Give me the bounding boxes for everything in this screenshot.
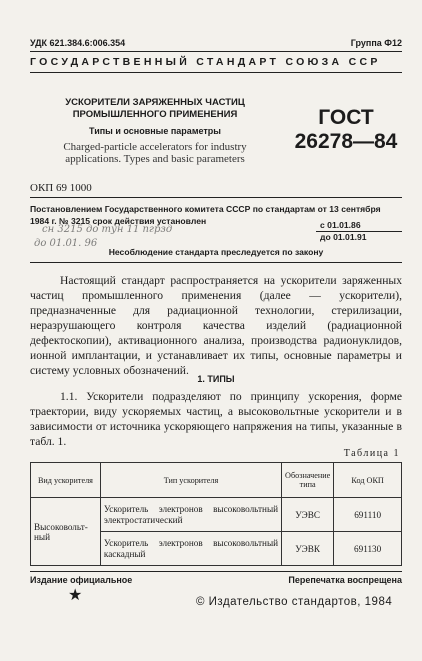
gost-label: ГОСТ: [318, 106, 374, 129]
title-line-1: УСКОРИТЕЛИ ЗАРЯЖЕННЫХ ЧАСТИЦ: [65, 97, 245, 108]
section-text: 1.1. Ускорители подразделяют по принципу ускорения, форме траектории, виду ускоряемых частиц, а высоковольтные ускорители и в зависимости от источника ускоряющего напряжения на типы, указанные в табл. 1.: [30, 390, 402, 448]
group-code: Группа Ф12: [350, 38, 402, 48]
decree-rule: [30, 197, 402, 198]
section-title: 1. ТИПЫ: [197, 374, 235, 384]
table-header-okp: Код ОКП: [334, 463, 402, 498]
table-header-type: Тип ускорителя: [100, 463, 281, 498]
table-row: [31, 498, 402, 532]
footer-rule: [30, 571, 402, 572]
types-table: [30, 462, 402, 566]
reprint-prohibited-label: Перепечатка воспрещена: [288, 575, 402, 585]
handwritten-note-1: сн 3215 до тун 11 пгрзд: [42, 224, 173, 235]
title-subtitle: Типы и основные параметры: [89, 126, 221, 136]
intro-paragraph: [30, 273, 402, 378]
effective-from-date: с 01.01.86: [320, 220, 361, 230]
table-cell-okp: 691130: [334, 532, 402, 566]
standard-banner: ГОСУДАРСТВЕННЫЙ СТАНДАРТ СОЮЗА ССР: [30, 56, 381, 68]
table-cell-designation: УЭВС: [282, 498, 334, 532]
header-rule-top: [30, 51, 402, 52]
table-header-row: [31, 463, 402, 498]
decree-line-1: Постановлением Государственного комитета СССР по стандартам от 13 сентября: [30, 204, 381, 214]
okp-code: ОКП 69 1000: [30, 182, 92, 194]
header-rule-bottom: [30, 72, 402, 73]
publisher-copyright: © Издательство стандартов, 1984: [196, 596, 393, 608]
table-cell-designation: УЭВК: [282, 532, 334, 566]
decree-line-2: 1984 г. № 3215 срок действия установлен: [30, 215, 207, 226]
effective-to-date: до 01.01.91: [320, 232, 367, 242]
table-header-designation: Обозначение типа: [282, 463, 334, 498]
title-en-line-1: Charged-particle accelerators for industry: [63, 141, 247, 153]
table-cell-kind: Высоковольт-ный: [31, 498, 101, 566]
title-line-2: ПРОМЫШЛЕННОГО ПРИМЕНЕНИЯ: [72, 109, 238, 120]
handwritten-note-2: до 01.01. 96: [34, 238, 98, 249]
notice-rule: [30, 262, 402, 263]
gost-number: 26278—84: [294, 130, 398, 153]
intro-text: Настоящий стандарт распространяется на ускорители заряженных частиц промышленного применения (далее — ускорители), предназначенные для радиационной технологии, стерилизации, неразрушающего контроля качества изделий (радиационной дефектоскопии), активационного анализа, производства радионуклидов, ионной имплантации, и устанавливает их типы, основные параметры и систему условных обозначений.: [30, 274, 402, 377]
legal-notice: Несоблюдение стандарта преследуется по закону: [108, 247, 324, 257]
title-en-line-2: applications. Types and basic parameters: [65, 153, 245, 165]
table-header-kind: Вид ускорителя: [31, 463, 101, 498]
official-edition-label: Издание официальное: [30, 575, 133, 585]
table-cell-type: Ускоритель электронов высоковольтный электростатический: [100, 498, 281, 532]
star-icon: ★: [68, 587, 83, 604]
section-paragraph: [30, 389, 402, 449]
table-caption: Таблица 1: [343, 448, 400, 459]
udk-code: УДК 621.384.6:006.354: [30, 38, 126, 48]
table-cell-type: Ускоритель электронов высоковольтный каскадный: [100, 532, 281, 566]
table-cell-okp: 691110: [334, 498, 402, 532]
